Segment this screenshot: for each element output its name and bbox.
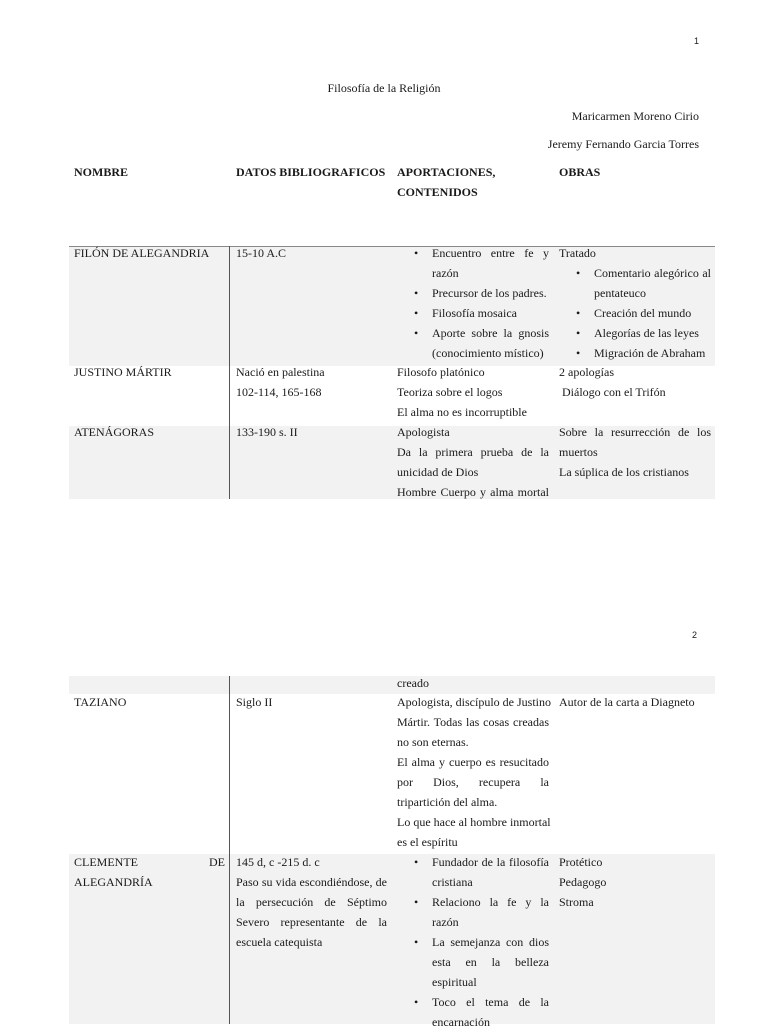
aportacion-text: El alma y cuerpo es resucitado [397, 755, 549, 769]
list-item [397, 283, 549, 303]
cell-nombre-justino [74, 362, 172, 382]
list-item [397, 852, 549, 892]
cell-aportaciones-justino [397, 362, 549, 422]
nombre-text: TAZIANO [74, 695, 127, 709]
aportacion-text: El alma no es incorruptible [397, 405, 527, 419]
cell-aportaciones-filon [397, 243, 549, 363]
datos-text: la persecución de Séptimo [236, 895, 387, 909]
list-item [397, 932, 549, 992]
list-item-text: encarnación [432, 1015, 490, 1029]
cell-nombre-taziano [74, 692, 126, 712]
cell-nombre-clemente [74, 852, 225, 892]
header-nombre: NOMBRE [74, 165, 128, 179]
cell-aportaciones-atenagoras [397, 422, 549, 502]
cell-aportaciones-taziano [397, 692, 549, 852]
nombre-text: CLEMENTE DE [74, 855, 225, 869]
obras-lead: Tratado [559, 246, 596, 260]
list-item-text: • Fundador de la filosofía [432, 855, 549, 869]
author-2: Jeremy Fernando Garcia Torres [547, 137, 699, 151]
list-item-text: • Creación del mundo [594, 306, 692, 320]
datos-text: Siglo II [236, 695, 273, 709]
cell-datos-atenagoras [236, 422, 298, 442]
list-item-text: (conocimiento místico) [432, 346, 544, 360]
list-item [397, 992, 549, 1032]
aportacion-text: por Dios, recupera la [397, 775, 549, 789]
list-item-text: razón [432, 915, 459, 929]
aportacion-text: Apologista [397, 425, 450, 439]
continuation-text: creado [397, 676, 429, 690]
aportacion-text: es el espíritu [397, 835, 458, 849]
page-number: 2 [692, 630, 698, 640]
list-item-text: esta en la belleza [432, 955, 549, 969]
list-item [559, 263, 711, 303]
obra-text: Diálogo con el Trifón [559, 385, 666, 399]
list-item-text: • Toco el tema de la [432, 995, 549, 1009]
list-item-text: razón [432, 266, 459, 280]
list-item [559, 303, 711, 323]
obra-text: Stroma [559, 895, 594, 909]
header-datos: DATOS BIBLIOGRAFICOS [236, 165, 386, 179]
datos-text: 145 d, c -215 d. c [236, 855, 320, 869]
cell-datos-filon [236, 243, 286, 263]
datos-text: escuela catequista [236, 935, 323, 949]
datos-text: Paso su vida escondiéndose, de [236, 875, 387, 889]
obra-text: muertos [559, 445, 598, 459]
list-item [559, 343, 711, 363]
cell-datos-justino [236, 362, 325, 402]
datos-text: 102-114, 165-168 [236, 385, 322, 399]
list-item-text: • Relaciono la fe y la [432, 895, 549, 909]
list-item-text: • Encuentro entre fe y [432, 246, 549, 260]
cell-obras-taziano [559, 692, 711, 712]
datos-text: Nació en palestina [236, 365, 325, 379]
list-item-text: cristiana [432, 875, 473, 889]
list-item [397, 892, 549, 932]
column-divider [229, 676, 230, 1024]
aportacion-text: Hombre Cuerpo y alma mortal [397, 485, 549, 499]
list-item-text: • Comentario alegórico al [594, 266, 711, 280]
list-item-text: pentateuco [594, 286, 646, 300]
header-obras: OBRAS [559, 165, 601, 179]
list-item-text: • La semejanza con dios [432, 935, 549, 949]
document-title: Filosofía de la Religión [327, 81, 441, 95]
nombre-text: ALEGANDRÍA [74, 875, 153, 889]
list-item-text: espiritual [432, 975, 477, 989]
cell-obras-filon [559, 243, 711, 363]
cell-obras-justino [559, 362, 711, 402]
datos-text: Severo representante de la [236, 915, 387, 929]
obra-text: 2 apologías [559, 365, 614, 379]
obra-text: Sobre la resurrección de los [559, 425, 711, 439]
obra-text: Protético [559, 855, 603, 869]
header-aportaciones-line1: APORTACIONES, [397, 165, 496, 179]
list-item-text: • Filosofía mosaica [432, 306, 517, 320]
nombre-text: ATENÁGORAS [74, 425, 155, 439]
author-1: Maricarmen Moreno Cirio [571, 109, 699, 123]
cell-aportaciones-clemente [397, 852, 549, 1032]
list-item-text: • Alegorías de las leyes [594, 326, 699, 340]
aportacion-text: Lo que hace al hombre inmortal [397, 815, 551, 829]
list-item [397, 243, 549, 283]
cell-nombre-filon [74, 243, 209, 263]
obra-text: La súplica de los cristianos [559, 465, 689, 479]
cell-obras-clemente [559, 852, 711, 912]
cell-datos-clemente [236, 852, 387, 952]
aportacion-text: tripartición del alma. [397, 795, 498, 809]
list-item-text: • Migración de Abraham [594, 346, 706, 360]
list-item-text: • Aporte sobre la gnosis [432, 326, 549, 340]
cell-datos-taziano [236, 692, 272, 712]
nombre-text: FILÓN DE ALEGANDRIA [74, 246, 210, 260]
nombre-text: JUSTINO MÁRTIR [74, 365, 172, 379]
header-aportaciones-line2: CONTENIDOS [397, 185, 478, 199]
page-number: 1 [694, 36, 700, 46]
column-divider [229, 246, 230, 499]
obra-text: Pedagogo [559, 875, 607, 889]
aportacion-text: Mártir. Todas las cosas creadas [397, 715, 549, 729]
header-aportaciones [397, 162, 495, 202]
cell-obras-atenagoras [559, 422, 711, 482]
list-item [397, 303, 549, 323]
datos-text: 15-10 A.C [236, 246, 287, 260]
cell-continuation [397, 673, 429, 693]
datos-text: 133-190 s. II [236, 425, 298, 439]
obra-text: Autor de la carta a Diagneto [559, 695, 695, 709]
aportacion-text: Apologista, discípulo de Justino [397, 695, 551, 709]
aportacion-text: unicidad de Dios [397, 465, 479, 479]
list-item-text: • Precursor de los padres. [432, 286, 547, 300]
aportacion-text: Da la primera prueba de la [397, 445, 549, 459]
aportacion-text: Teoriza sobre el logos [397, 385, 503, 399]
cell-nombre-atenagoras [74, 422, 154, 442]
aportacion-text: Filosofo platónico [397, 365, 485, 379]
list-item [559, 323, 711, 343]
aportacion-text: no son eternas. [397, 735, 469, 749]
list-item [397, 323, 549, 363]
